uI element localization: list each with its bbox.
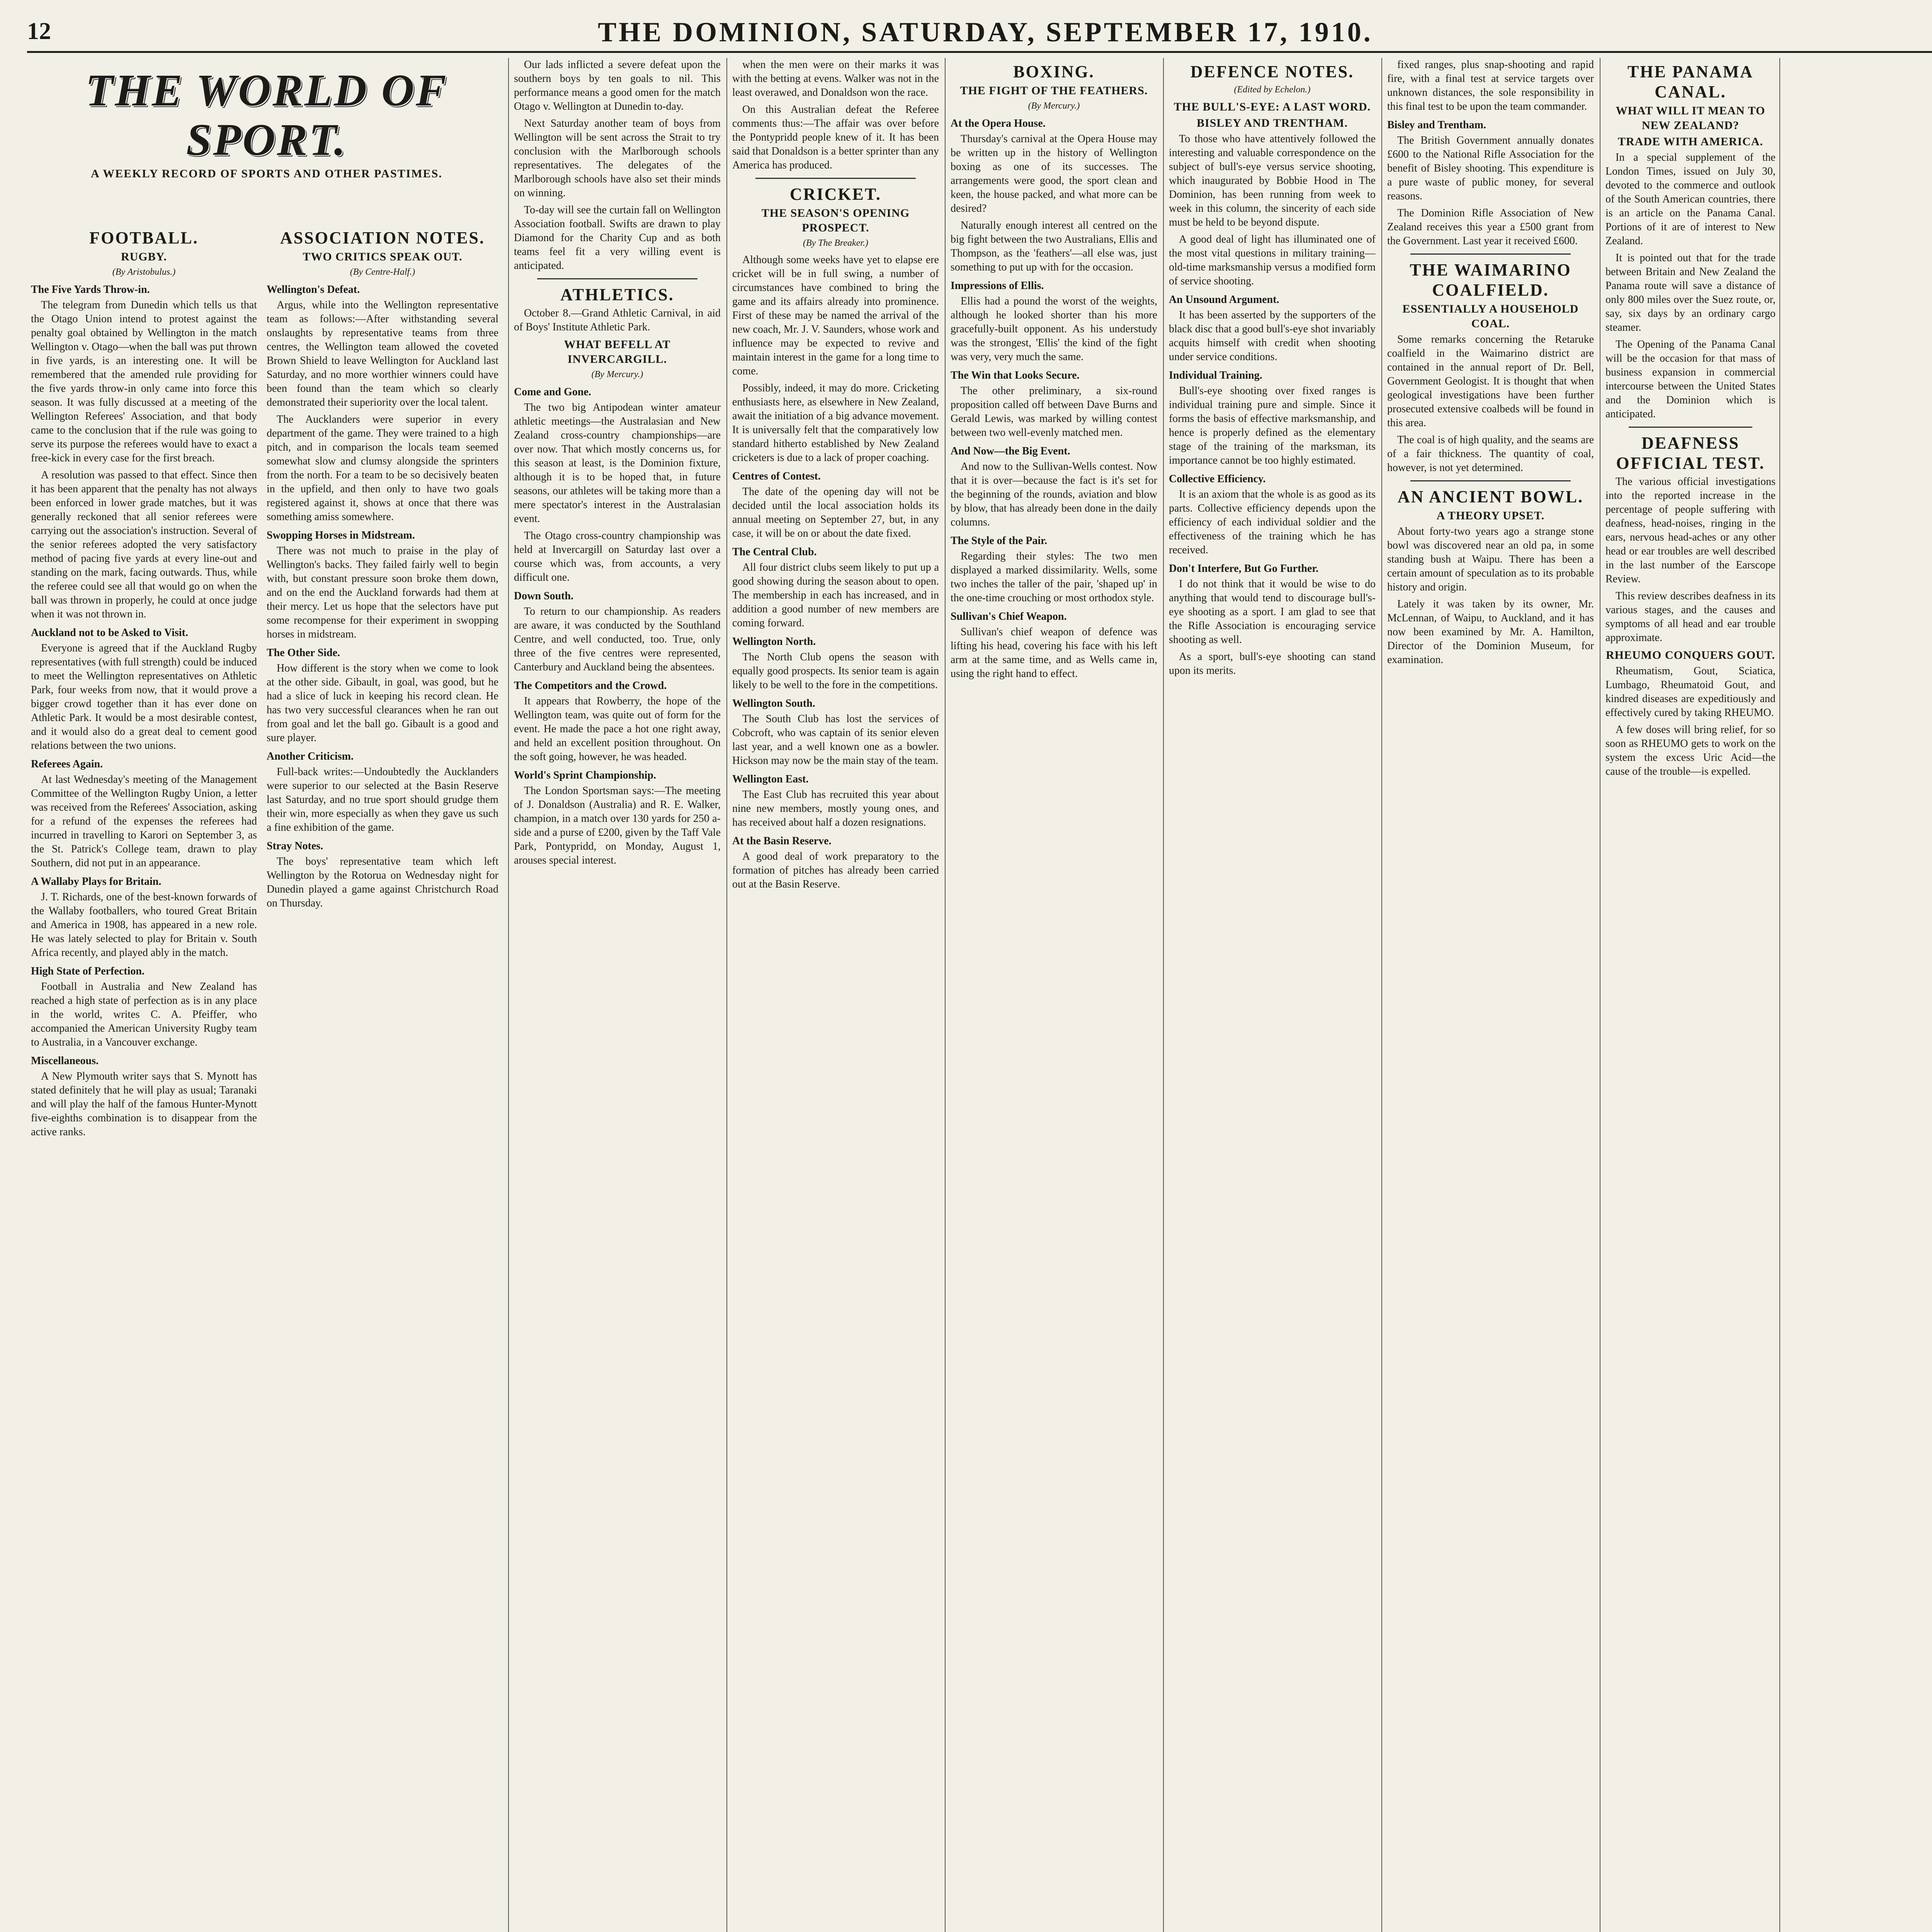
paragraph: Football in Australia and New Zealand has reached a high state of perfection as is in any place in the world, writes C. A. Pfeiffer, who accompanied the American University Rugby team to Australia, in a Vancouver exchange.: [31, 981, 257, 1048]
sidehead: Referees Again.: [31, 758, 103, 770]
subheading: TWO CRITICS SPEAK OUT.: [303, 250, 463, 263]
sidehead: At the Opera House.: [951, 117, 1046, 129]
paragraph: The South Club has lost the services of Cobcroft, who was captain of its senior eleven last year, and a well known one as a bowler. Hickson may now be the main stay of the team.: [732, 713, 939, 767]
subheading-rugby: RUGBY.: [121, 250, 167, 263]
sidehead: The Five Yards Throw-in.: [31, 284, 150, 296]
subheading: ESSENTIALLY A HOUSEHOLD COAL.: [1402, 303, 1579, 330]
sidehead: Don't Interfere, But Go Further.: [1169, 563, 1319, 575]
paragraph: Sullivan's chief weapon of defence was lifting his head, covering his face with his left arm at the same time, and as Wells came in, using the right hand to effect.: [951, 626, 1157, 680]
sidehead: Swopping Horses in Midstream.: [267, 529, 415, 541]
paragraph: A resolution was passed to that effect. Since then it has been apparent that the penalty has not always been enforced in lower grade matches, but it was generally reckoned that all senior referees were carrying out the association's instruction. Several of the senior referees adopted the very satisfactory method of pacing five yards at every line-out and standing on the mark, facing outwards. Thus, while the referee could see all that would go on when the ball was thrown in properly, he could at once judge when it was not thrown in.: [31, 469, 257, 620]
page-number: 12: [27, 18, 51, 44]
paragraph: Argus, while into the Wellington representative team as follows:—After withstanding several onslaughts by representative teams from three centres, the Wellington team allowed the coveted Brown Shield to leave Wellington for Auckland last Saturday, and no more worthier winners could have been found than the team which so clearly demonstrated their superiority over the local talent.: [267, 299, 498, 408]
column-football: [31, 224, 257, 1932]
paragraph: A good deal of work preparatory to the formation of pitches has already been carried out at the Basin Reserve.: [732, 850, 939, 890]
paragraph: A few doses will bring relief, for so soon as RHEUMO gets to work on the system the excess Uric Acid—the cause of the trouble—is expelled.: [1605, 724, 1776, 777]
subheading: A THEORY UPSET.: [1436, 509, 1545, 522]
paragraph: Thursday's carnival at the Opera House may be written up in the history of Wellington boxing as one of its successes. The arrangements were good, the sport clean and keen, the house packed, and what more can be desired?: [951, 133, 1157, 214]
paragraph: It appears that Rowberry, the hope of the Wellington team, was quite out of form for the event. He made the pace a hot one right away, and held an excellent position throughout. On the soft going, however, he was headed.: [514, 695, 721, 763]
sidehead: World's Sprint Championship.: [514, 769, 656, 781]
sidehead: Centres of Contest.: [732, 470, 821, 482]
sidehead: The Other Side.: [267, 647, 340, 659]
heading-panama: THE PANAMA CANAL.: [1627, 62, 1754, 101]
byline: (Edited by Echelon.): [1234, 85, 1311, 95]
paragraph: J. T. Richards, one of the best-known forwards of the Wallaby footballers, who toured Great Britain and America in 1908, has appeared in a new role. He was lately selected to play for Britain v. South Africa recently, and played ably in the match.: [31, 891, 257, 959]
paragraph: Ellis had a pound the worst of the weights, although he looked shorter than his more gracefully-built opponent. As his understudy was the strongest, 'Ellis' the kind of the fight was very, very much the same.: [951, 295, 1157, 363]
sidehead: Down South.: [514, 590, 574, 602]
byline: (By The Breaker.): [803, 238, 869, 248]
masthead: [27, 15, 1932, 53]
subheading: THE FIGHT OF THE FEATHERS.: [960, 84, 1148, 97]
sidehead: Bisley and Trentham.: [1387, 119, 1486, 131]
heading-deafness: DEAFNESS OFFICIAL TEST.: [1616, 434, 1765, 473]
sidehead: The Style of the Pair.: [951, 535, 1048, 547]
paragraph: The various official investigations into the reported increase in the percentage of people suffering with deafness, head-noises, ringing in the ears, nervous head-aches or any other head or ear troubles are well described in the last number of the Earscope Review.: [1605, 476, 1776, 585]
paragraph: All four district clubs seem likely to put up a good showing during the season about to open. The membership in each has increased, and in addition a good number of new members are coming forward.: [732, 561, 939, 629]
paragraph: As a sport, bull's-eye shooting can stand upon its merits.: [1169, 651, 1376, 677]
paragraph: The date of the opening day will not be decided until the local association holds its annual meeting on September 27, but, in any case, it will be on or about the date fixed.: [732, 486, 939, 539]
subheading: WHAT WILL IT MEAN TO NEW ZEALAND?: [1616, 104, 1765, 132]
column-association: [267, 224, 498, 1932]
paragraph: This review describes deafness in its various stages, and the causes and symptoms of all head and ear trouble approximate.: [1605, 590, 1776, 644]
column-rule: [1779, 58, 1780, 1932]
paragraph: The two big Antipodean winter amateur athletic meetings—the Australasian and New Zealand cross-country championships—are over now. That which mostly concerns us, for this season at least, is the Dominion fixture, although it is to be hoped that, in future seasons, our athletes will be taking more than a mere spectator's interest in the Australasian event.: [514, 401, 721, 525]
sidehead: Sullivan's Chief Weapon.: [951, 611, 1067, 622]
paragraph: To return to our championship. As readers are aware, it was conducted by the Southland Centre, and well conducted, too. True, only three of the five centres were represented, Canterbury and Auckland being the absentees.: [514, 605, 721, 673]
paragraph: The telegram from Dunedin which tells us that the Otago Union intend to protest against the penalty goal obtained by Wellington in the match Wellington v. Otago—when the ball was put thrown in five yards, is an interesting one. It will be remembered that the amended rule providing for the five yards throw-in only came into force this season. It was fully discussed at a meeting of the Wellington Referees' Association, and that body came to the conclusion that if the rule was going to serve its purpose the referees would have to exact a free-kick in every case for the first breach.: [31, 299, 257, 464]
paragraph: Naturally enough interest all centred on the big fight between the two Australians, Ellis and Thompson, as the 'feathers'—all else was, just something to put up with for the occasion.: [951, 219, 1157, 273]
heading-coalfield: THE WAIMARINO COALFIELD.: [1410, 260, 1571, 299]
byline: (By Mercury.): [591, 369, 643, 379]
heading-cricket: CRICKET.: [789, 185, 882, 204]
paragraph: There was not much to praise in the play of Wellington's backs. They failed fairly well to begin with, but constant pressure soon broke them down, and on the end the Auckland forwards had them at their mercy. Let us hope that the selectors have put some recompense for their experiment in swopping horses in midstream.: [267, 545, 498, 640]
sidehead: The Win that Looks Secure.: [951, 369, 1080, 381]
paragraph: The British Government annually donates £600 to the National Rifle Association for the benefit of Bisley shooting. This expenditure is a pure waste of public money, for several reasons.: [1387, 134, 1594, 202]
paragraph: On this Australian defeat the Referee comments thus:—The affair was over before the Pontypridd people knew of it. It has been said that Donaldson is a better sprinter than any America has produced.: [732, 104, 939, 171]
paragraph: I do not think that it would be wise to do anything that would tend to discourage bull's-eye shooting as a sport. I am glad to see that the Rifle Association is encouraging service shooting as well.: [1169, 578, 1376, 646]
sidehead: Another Criticism.: [267, 750, 354, 762]
sidehead: Wellington East.: [732, 773, 809, 785]
sidehead: Auckland not to be Asked to Visit.: [31, 627, 188, 639]
section-title: THE WORLD OF SPORT.: [85, 65, 448, 165]
paragraph: At last Wednesday's meeting of the Management Committee of the Wellington Rugby Union, a letter was received from the Referees' Association, asking for a refund of the expenses the referees had incurred in travelling to Karori on September 3, as the St. Patrick's College team, drawn to play Southern, did not put in an appearance.: [31, 774, 257, 869]
paragraph: About forty-two years ago a strange stone bowl was discovered near an old pa, in some standing bush at Waipu. There has been a certain amount of speculation as to its probable history and origin.: [1387, 526, 1594, 593]
paragraph: The Otago cross-country championship was held at Invercargill on Saturday last over a course which was, from accounts, a very difficult one.: [514, 530, 721, 583]
paragraph: To those who have attentively followed the interesting and valuable correspondence on the subject of bull's-eye versus service shooting, which inaugurated by Bobbie Hood in The Dominion, has been running from week to week in this column, the sincerity of each side must be held to be beyond dispute.: [1169, 133, 1376, 228]
paragraph: It is an axiom that the whole is as good as its parts. Collective efficiency depends upon the efficiency of each individual soldier and the effectiveness of the training which he has received.: [1169, 488, 1376, 556]
paragraph: Some remarks concerning the Retaruke coalfield in the Waimarino district are contained in the annual report of Dr. Bell, Government Geologist. It is thought that when geological investigations have been further prosecuted extensive coalbeds will be found in this area.: [1387, 333, 1594, 429]
paragraph: The Dominion Rifle Association of New Zealand receives this year a £500 grant from the Government. Last year it received £600.: [1387, 207, 1594, 247]
paragraph: Lately it was taken by its owner, Mr. McLennan, of Waipu, to Auckland, and it has now been examined by Mr. A. Hamilton, Director of the Dominion Museum, for examination.: [1387, 598, 1594, 666]
sidehead: High State of Perfection.: [31, 965, 145, 977]
sidehead: Wellington South.: [732, 697, 815, 709]
paragraph: fixed ranges, plus snap-shooting and rapid fire, with a final test at service targets over unknown distances, the sole responsibility in this final test to be upon the team commander.: [1387, 59, 1594, 112]
column-rule: [945, 58, 946, 1932]
subheading: WHAT BEFELL AT INVERCARGILL.: [564, 338, 671, 366]
paragraph: The Aucklanders were superior in every department of the game. They were trained to a high pitch, and in comparison the locals team seemed somewhat slow and clumsy alongside the sprinters from the north. For a team to be so decisively beaten in the upfield, and then only to have two goals registered against it, shows at once that there was something amiss somewhere.: [267, 413, 498, 523]
divider: [537, 278, 697, 279]
paragraph: The East Club has recruited this year about nine new members, mostly young ones, and has received about half a dozen resignations.: [732, 789, 939, 828]
heading-bowl: AN ANCIENT BOWL.: [1397, 487, 1584, 506]
paragraph: To-day will see the curtain fall on Wellington Association football. Swifts are drawn to play Diamond for the Charity Cup and as both teams feel fit a very willing event is anticipated.: [514, 204, 721, 272]
divider: [1410, 480, 1571, 481]
paragraph: Although some weeks have yet to elapse ere cricket will be in full swing, a number of circumstances have combined to bring the game and its affairs already into prominence. First of these may be named the arrival of the new coach, Mr. J. V. Saunders, whose work and influence may be expected to revive and maintain interest in the game for a long time to come.: [732, 254, 939, 377]
paragraph: Our lads inflicted a severe defeat upon the southern boys by ten goals to nil. This performance means a good omen for the match Otago v. Wellington at Dunedin to-day.: [514, 59, 721, 112]
paragraph: when the men were on their marks it was with the betting at evens. Walker was not in the least overawed, and Donaldson won the race.: [732, 59, 939, 99]
column-rule: [726, 58, 727, 1932]
paragraph: In a special supplement of the London Times, issued on July 30, devoted to the commerce and outlook of the South American countries, there is an article on the Panama Canal. Portions of it are of interest to New Zealand.: [1605, 151, 1776, 247]
paragraph: Bull's-eye shooting over fixed ranges is individual training pure and simple. Since it forms the basis of effective marksmanship, and hence is properly defined as the elementary stage of the training of the marksman, its importance cannot be too highly estimated.: [1169, 385, 1376, 466]
sidehead: Come and Gone.: [514, 386, 591, 398]
sidehead: Miscellaneous.: [31, 1055, 99, 1067]
sidehead: Wellington North.: [732, 636, 816, 648]
heading-defence: DEFENCE NOTES.: [1190, 62, 1354, 81]
sidehead: Wellington's Defeat.: [267, 284, 360, 296]
paragraph: It is pointed out that for the trade between Britain and New Zealand the Panama route will save a distance of only 800 miles over the Suez route, or, say, six days by an ordinary cargo steamer.: [1605, 252, 1776, 333]
paragraph: A good deal of light has illuminated one of the most vital questions in military training—old-time marksmanship versus a modified form of service shooting.: [1169, 233, 1376, 287]
byline: (By Centre-Half.): [350, 267, 415, 277]
column-boxing: [951, 58, 1157, 1932]
sidehead: Impressions of Ellis.: [951, 280, 1044, 292]
heading-football: FOOTBALL.: [89, 228, 199, 247]
divider: [1629, 427, 1752, 428]
sidehead: Individual Training.: [1169, 369, 1262, 381]
sidehead: Stray Notes.: [267, 840, 323, 852]
sidehead: The Central Club.: [732, 546, 817, 558]
heading-athletics: ATHLETICS.: [560, 285, 674, 304]
paragraph: Next Saturday another team of boys from Wellington will be sent across the Strait to try conclusion with the Marlborough schools representatives. The delegates of the Marlborough schools have also set their minds on winning.: [514, 117, 721, 199]
column-rule: [1163, 58, 1164, 1932]
paragraph: The other preliminary, a six-round proposition called off between Dave Burns and Gerald Lewis, was marked by willing contest between two well-evenly matched men.: [951, 385, 1157, 439]
subheading: TRADE WITH AMERICA.: [1618, 135, 1763, 148]
paragraph: And now to the Sullivan-Wells contest. Now that it is over—because the fact is it's set for the beginning of the rounds, aviation and blow by blow, that has already been done in the daily columns.: [951, 461, 1157, 528]
section-dek: A WEEKLY RECORD OF SPORTS AND OTHER PASTIMES.: [91, 167, 442, 180]
paragraph: The North Club opens the season with equally good prospects. Its senior team is again likely to be well to the fore in the competitions.: [732, 651, 939, 691]
sidehead: An Unsound Argument.: [1169, 294, 1279, 306]
sidehead: A Wallaby Plays for Britain.: [31, 876, 162, 888]
paragraph: The London Sportsman says:—The meeting of J. Donaldson (Australia) and R. E. Walker, champion, in a match over 130 yards for 250 a-side and a purse of £200, given by the Taff Vale Park, Pontypridd, on Monday, August 1, arouses special interest.: [514, 785, 721, 866]
sidehead: Collective Efficiency.: [1169, 473, 1266, 485]
byline: (By Aristobulus.): [112, 267, 176, 277]
sidehead: The Competitors and the Crowd.: [514, 680, 667, 692]
column-panama: [1605, 58, 1776, 1932]
heading-boxing: BOXING.: [1013, 62, 1095, 81]
sidehead: At the Basin Reserve.: [732, 835, 832, 847]
paragraph: Rheumatism, Gout, Sciatica, Lumbago, Rheumatoid Gout, and kindred diseases are expeditiously and effectively cured by taking RHEUMO.: [1605, 665, 1776, 719]
subheading: RHEUMO CONQUERS GOUT.: [1606, 649, 1775, 662]
sidehead: And Now—the Big Event.: [951, 445, 1070, 457]
subheading: THE BULL'S-EYE: A LAST WORD.: [1173, 100, 1371, 113]
column-athletics: [514, 58, 721, 1932]
sport-header: [31, 58, 502, 220]
heading-association: ASSOCIATION NOTES.: [280, 228, 485, 247]
column-rule: [508, 58, 509, 1932]
paragraph: Full-back writes:—Undoubtedly the Aucklanders were superior to our selected at the Basin Reserve last Saturday, and no true sport should grudge them their win, more especially as when they gave us such a fine exhibition of the game.: [267, 766, 498, 833]
column-coalfield: [1387, 58, 1594, 1932]
paragraph: The coal is of high quality, and the seams are of a fair thickness. The quantity of coal, however, is not yet determined.: [1387, 434, 1594, 474]
column-defence: [1169, 58, 1376, 1932]
paragraph: Everyone is agreed that if the Auckland Rugby representatives (with full strength) could be induced to meet the Wellington representatives on Athletic Park, four weeks from now, that it would prove a bigger crowd together than it has ever done on Athletic Park. It would be a most desirable contest, and it would also do a great deal to cement good relations between the two unions.: [31, 642, 257, 752]
divider: [755, 178, 916, 179]
subheading: THE SEASON'S OPENING PROSPECT.: [761, 207, 910, 234]
paragraph: The boys' representative team which left Wellington by the Rotorua on Wednesday night for Dunedin played a game against Christchurch Road on Thursday.: [267, 855, 498, 909]
column-cricket: [732, 58, 939, 1932]
paragraph: How different is the story when we come to look at the other side. Gibault, in goal, was good, but he had a slice of luck in keeping his record clean. He has two very successful clearances when he ran out from goal and let the ball go. Gibault is a good and sure player.: [267, 662, 498, 744]
byline: (By Mercury.): [1028, 101, 1080, 111]
paragraph: A New Plymouth writer says that S. Mynott has stated definitely that he will play as usual; Taranaki and will play the half of the famous Hunter-Mynott five-eighths combination is to disappear from the active ranks.: [31, 1070, 257, 1138]
dateline: October 8.—Grand Athletic Carnival, in aid of Boys' Institute Athletic Park.: [514, 307, 721, 333]
newspaper-title: THE DOMINION, SATURDAY, SEPTEMBER 17, 1910.: [598, 17, 1373, 48]
paragraph: The Opening of the Panama Canal will be the occasion for that mass of business expansion in commercial intercourse between the United States and the Dominion which is anticipated.: [1605, 338, 1776, 420]
paragraph: It has been asserted by the supporters of the black disc that a good bull's-eye shot invariably acquits himself with credit when shooting under service conditions.: [1169, 309, 1376, 363]
paragraph: Possibly, indeed, it may do more. Cricketing enthusiasts here, as elsewhere in New Zealand, await the initiation of a big advance movement. It is universally felt that the comparatively low standard hitherto established by New Zealand cricketers is due to a lack of proper coaching.: [732, 382, 939, 464]
divider: [1410, 253, 1571, 255]
paragraph: Regarding their styles: The two men displayed a marked dissimilarity. Wells, some two inches the taller of the pair, 'shaped up' in the one-time crouching or most orthodox style.: [951, 550, 1157, 604]
subheading: BISLEY AND TRENTHAM.: [1197, 117, 1348, 129]
column-rule: [1381, 58, 1382, 1932]
